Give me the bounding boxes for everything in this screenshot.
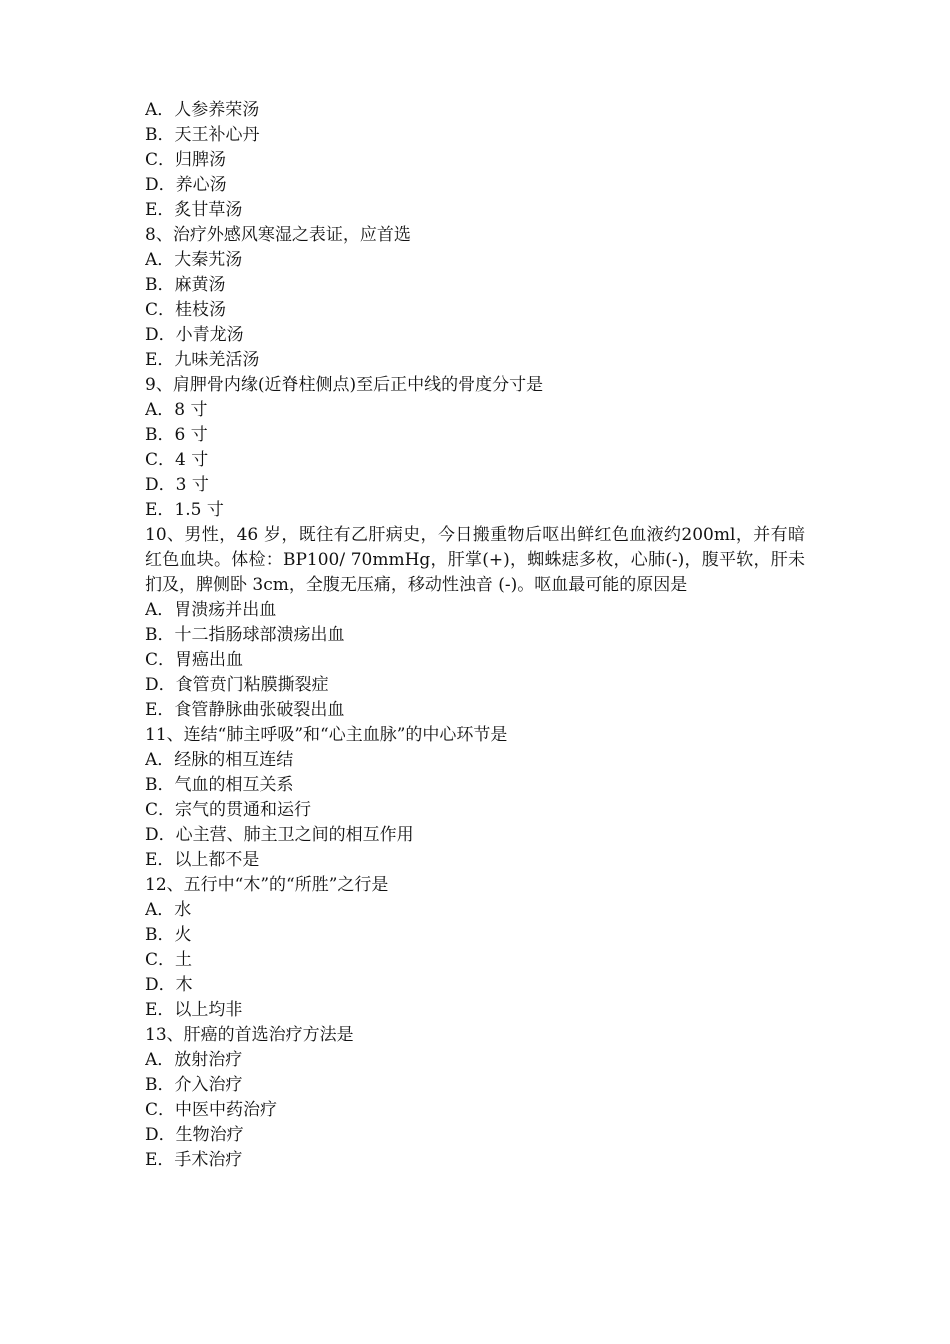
text-line: C．归脾汤 bbox=[145, 150, 227, 170]
text-line: E．以上均非 bbox=[145, 1000, 243, 1020]
question-10: 10、男性，46 岁，既往有乙肝病史，今日搬重物后呕出鲜红色血液约200ml，并有暗红色血块。体检：BP100/ 70mmHg，肝掌(+)，蜘蛛痣多枚，心肺(-)，腹平软，肝未扪及，脾侧卧 3cm，全腹无压痛，移动性浊音 (-)。呕血最可能的原因是 bbox=[145, 525, 805, 595]
text-line: B．介入治疗 bbox=[145, 1075, 243, 1095]
text-line: C．宗气的贯通和运行 bbox=[145, 800, 312, 820]
text-line: B．十二指肠球部溃疡出血 bbox=[145, 625, 345, 645]
text-line: A．水 bbox=[145, 900, 192, 920]
text-line: A．大秦艽汤 bbox=[145, 250, 243, 270]
text-line: D．心主营、肺主卫之间的相互作用 bbox=[145, 825, 414, 845]
text-line: C．胃癌出血 bbox=[145, 650, 244, 670]
text-line: E．手术治疗 bbox=[145, 1150, 243, 1170]
text-line: B．麻黄汤 bbox=[145, 275, 226, 295]
question-9: 9、肩胛骨内缘(近脊柱侧点)至后正中线的骨度分寸是 bbox=[145, 375, 544, 395]
text-line: A．经脉的相互连结 bbox=[145, 750, 294, 770]
text-line: E．炙甘草汤 bbox=[145, 200, 243, 220]
text-line: B．火 bbox=[145, 925, 192, 945]
text-line: D．食管贲门粘膜撕裂症 bbox=[145, 675, 329, 695]
text-line: C．4 寸 bbox=[145, 450, 209, 470]
text-line: A．8 寸 bbox=[145, 400, 208, 420]
text-line: B．天王补心丹 bbox=[145, 125, 260, 145]
text-line: D．小青龙汤 bbox=[145, 325, 244, 345]
question-12: 12、五行中“木”的“所胜”之行是 bbox=[145, 875, 389, 895]
text-line: A．胃溃疡并出血 bbox=[145, 600, 277, 620]
text-line: B．气血的相互关系 bbox=[145, 775, 294, 795]
text-line: E．食管静脉曲张破裂出血 bbox=[145, 700, 345, 720]
exam-text bbox=[145, 98, 805, 1173]
text-line: C．桂枝汤 bbox=[145, 300, 227, 320]
question-8: 8、治疗外感风寒湿之表证，应首选 bbox=[145, 225, 411, 245]
text-line: D．生物治疗 bbox=[145, 1125, 244, 1145]
text-line: E．以上都不是 bbox=[145, 850, 260, 870]
question-11: 11、连结“肺主呼吸”和“心主血脉”的中心环节是 bbox=[145, 725, 508, 745]
question-13: 13、肝癌的首选治疗方法是 bbox=[145, 1025, 354, 1045]
text-line: E．九味羌活汤 bbox=[145, 350, 260, 370]
text-line: A．人参养荣汤 bbox=[145, 100, 260, 120]
text-line: D．木 bbox=[145, 975, 193, 995]
text-line: C．土 bbox=[145, 950, 193, 970]
text-line: E．1.5 寸 bbox=[145, 500, 224, 520]
text-line: D．3 寸 bbox=[145, 475, 209, 495]
text-line: A．放射治疗 bbox=[145, 1050, 243, 1070]
text-line: C．中医中药治疗 bbox=[145, 1100, 278, 1120]
text-line: D．养心汤 bbox=[145, 175, 227, 195]
text-line: B．6 寸 bbox=[145, 425, 208, 445]
